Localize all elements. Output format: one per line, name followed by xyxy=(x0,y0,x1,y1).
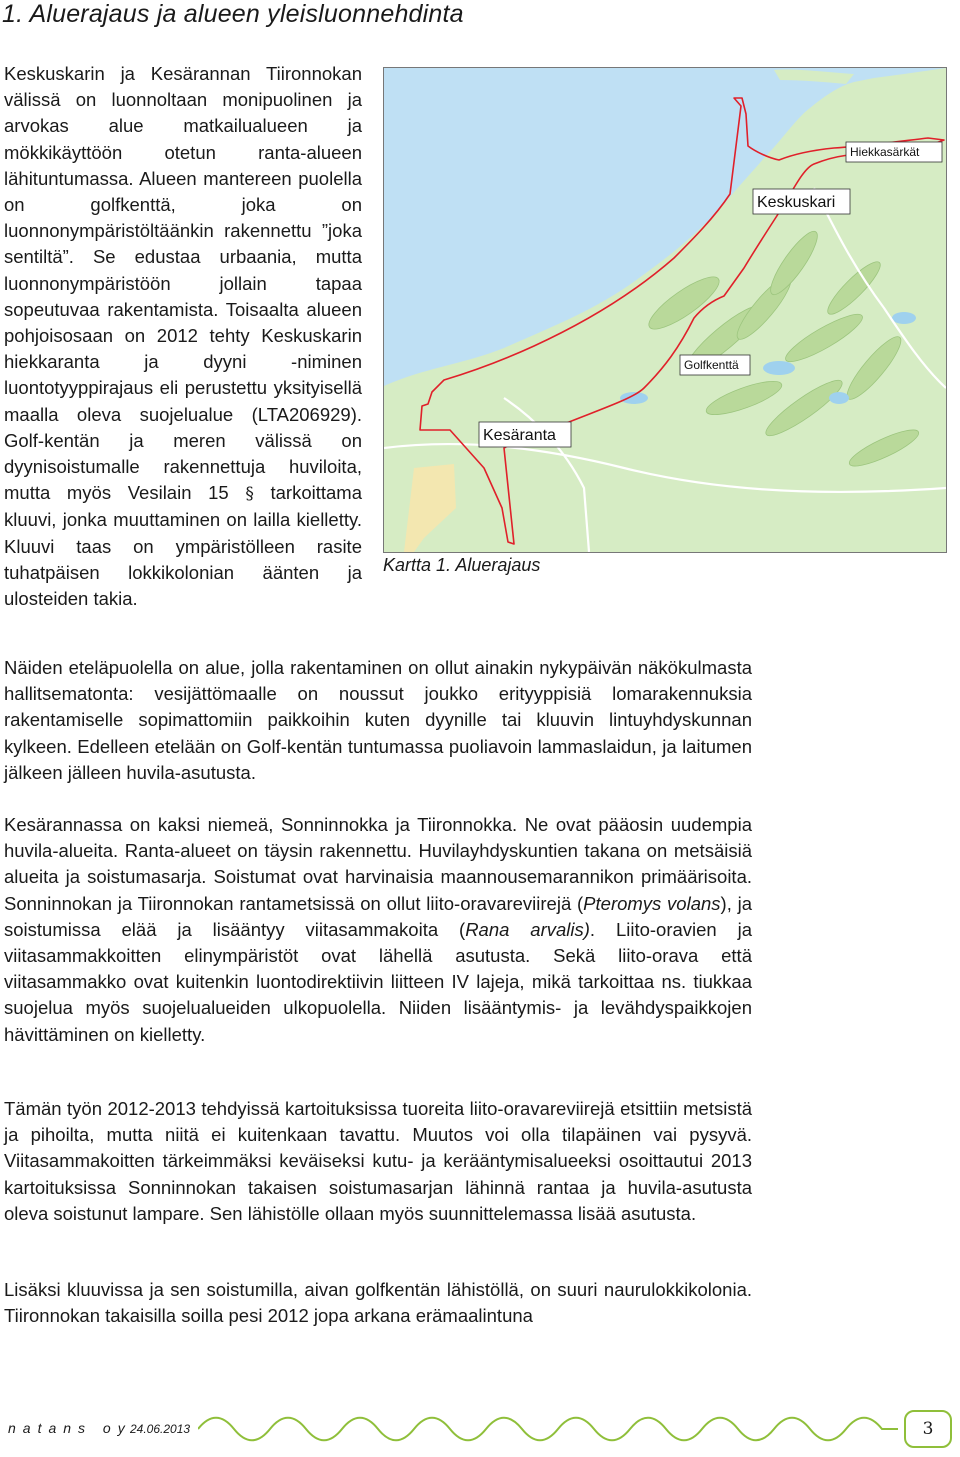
svg-text:Golfkenttä: Golfkenttä xyxy=(684,358,739,372)
footer-date: 24.06.2013 xyxy=(130,1422,191,1436)
intro-text-part2: tarkoittama kluuvi, jonka muuttaminen on lailla kielletty. Kluuvi taas on ympäristölleen rasite tuhatpäisen lokkikolonian äänten ja ulosteiden takia. xyxy=(4,482,363,610)
species-name-pteromys: Pteromys volans xyxy=(583,892,721,914)
paragraph-surveys: Tämän työn 2012-2013 tehdyissä kartoituksissa tuoreita liito-oravareviirejä etsittiin metsistä ja pihoilta, mutta niitä ei kuitenkaan tavattu. Muutos voi olla tilapäinen vai pysyvä. Viitasammakoitten tärkeimmäksi keväiseksi kutu- ja kerääntymisalueeksi osoittautui 2013 kartoituksissa Sonninnokan takaisen soistumasarjan lähinnä rantaa ja huvila-asutusta oleva soistunut lampare. Sen lähistölle ollaan myös suunnittelemassa lisää asutusta. xyxy=(4,1098,752,1224)
map-label-hiekkasarkat xyxy=(846,142,942,162)
map-label-golfkentta xyxy=(680,355,750,375)
species-name-rana: Rana arvalis) xyxy=(465,918,590,940)
boundary-map xyxy=(383,67,947,553)
map-label-keskuskari xyxy=(753,189,850,214)
map-caption: Kartta 1. Aluerajaus xyxy=(383,555,541,575)
footer-brand: natans oy xyxy=(8,1420,132,1436)
intro-paragraph xyxy=(4,61,362,612)
footer-wave-ornament xyxy=(198,1410,898,1448)
map-label-kesaranta xyxy=(479,422,571,447)
section-symbol: § xyxy=(245,484,254,505)
paragraph-gull-colony: Lisäksi kluuvissa ja sen soistumilla, aivan golfkentän lähistöllä, on suuri naurulokkikolonia. Tiironnokan takaisilla soilla pesi 2012 jopa arkana erämaalintuna xyxy=(4,1279,752,1327)
map-graphic xyxy=(384,68,946,552)
svg-text:Keskuskari: Keskuskari xyxy=(757,194,836,211)
section-heading: 1. Aluerajaus ja alueen yleisluonnehdinta xyxy=(2,0,464,28)
svg-text:Hiekkasärkät: Hiekkasärkät xyxy=(850,145,920,159)
intro-text-part1: Keskuskarin ja Kesärannan Tiironnokan välissä on luonnoltaan monipuolinen ja arvokas alue matkailualueen ja mökkikäyttöön otetun ranta-alueen lähituntumassa. Alueen mantereen puolella on golfkenttä, joka on luonnonympäristöltäänkin rakennettu ”joka sentiltä”. Se edustaa urbaania, mutta luonnonympäristöön jollain tapaa sopeutuvaa rakentamista. Toisaalta alueen pohjoisosaan on 2012 tehty Keskuskarin hiekkaranta ja dyyni -niminen luontotyyppirajaus eli perustettu yksityisellä maalla oleva suojelualue (LTA206929). Golf-kentän ja meren välissä on dyynisoistumalle rakennettuja huviloita, mutta myös Vesilain 15 xyxy=(4,63,362,504)
paragraph-south-area: Näiden eteläpuolella on alue, jolla rakentaminen on ollut ainakin nykypäivän näkökulmasta hallitsematonta: vesijättömaalle on noussut joukko erityyppisiä lomarakennuksia rakentamiselle sopimattomiin paikkoihin kuten dyynille tai kluuvin lintuyhdyskunnan kylkeen. Edelleen etelään on Golf-kentän tuntumassa puoliavoin lammaslaidun, ja laitumen jälkeen jälleen huvila-asutusta. xyxy=(4,657,752,783)
paragraph-kesaranta: Kesärannassa on kaksi niemeä, Sonninnokka ja Tiironnokka. Ne ovat pääosin uudempia huvila-alueita. Ranta-alueet on täysin rakennettu. Huvilayhdyskuntien takana on metsäisiä alueita ja soistumasarja. Soistumat ovat harvinaisia maannousemarannikon primäärisoita. Sonninnokan ja Tiironnokan rantametsissä on ollut liito-oravareviirejä (Pteromys volans), ja soistumissa elää ja lisääntyy viitasammakoita (Rana arvalis). Liito-oravien ja viitasammakkoitten elinympäristöt ovat lähellä asutusta. Sekä liito-orava että viitasammakko ovat kuitenkin luontodirektiivin liitteen IV lajeja, mikä tarkoittaa ns. tiukkaa suojelua myös suojelualueiden ulkopuolella. Niiden lisääntymis- ja levähdyspaikkojen hävittäminen on kielletty. xyxy=(4,814,753,1045)
svg-text:Kesäranta: Kesäranta xyxy=(483,427,556,444)
page-number: 3 xyxy=(904,1410,952,1448)
